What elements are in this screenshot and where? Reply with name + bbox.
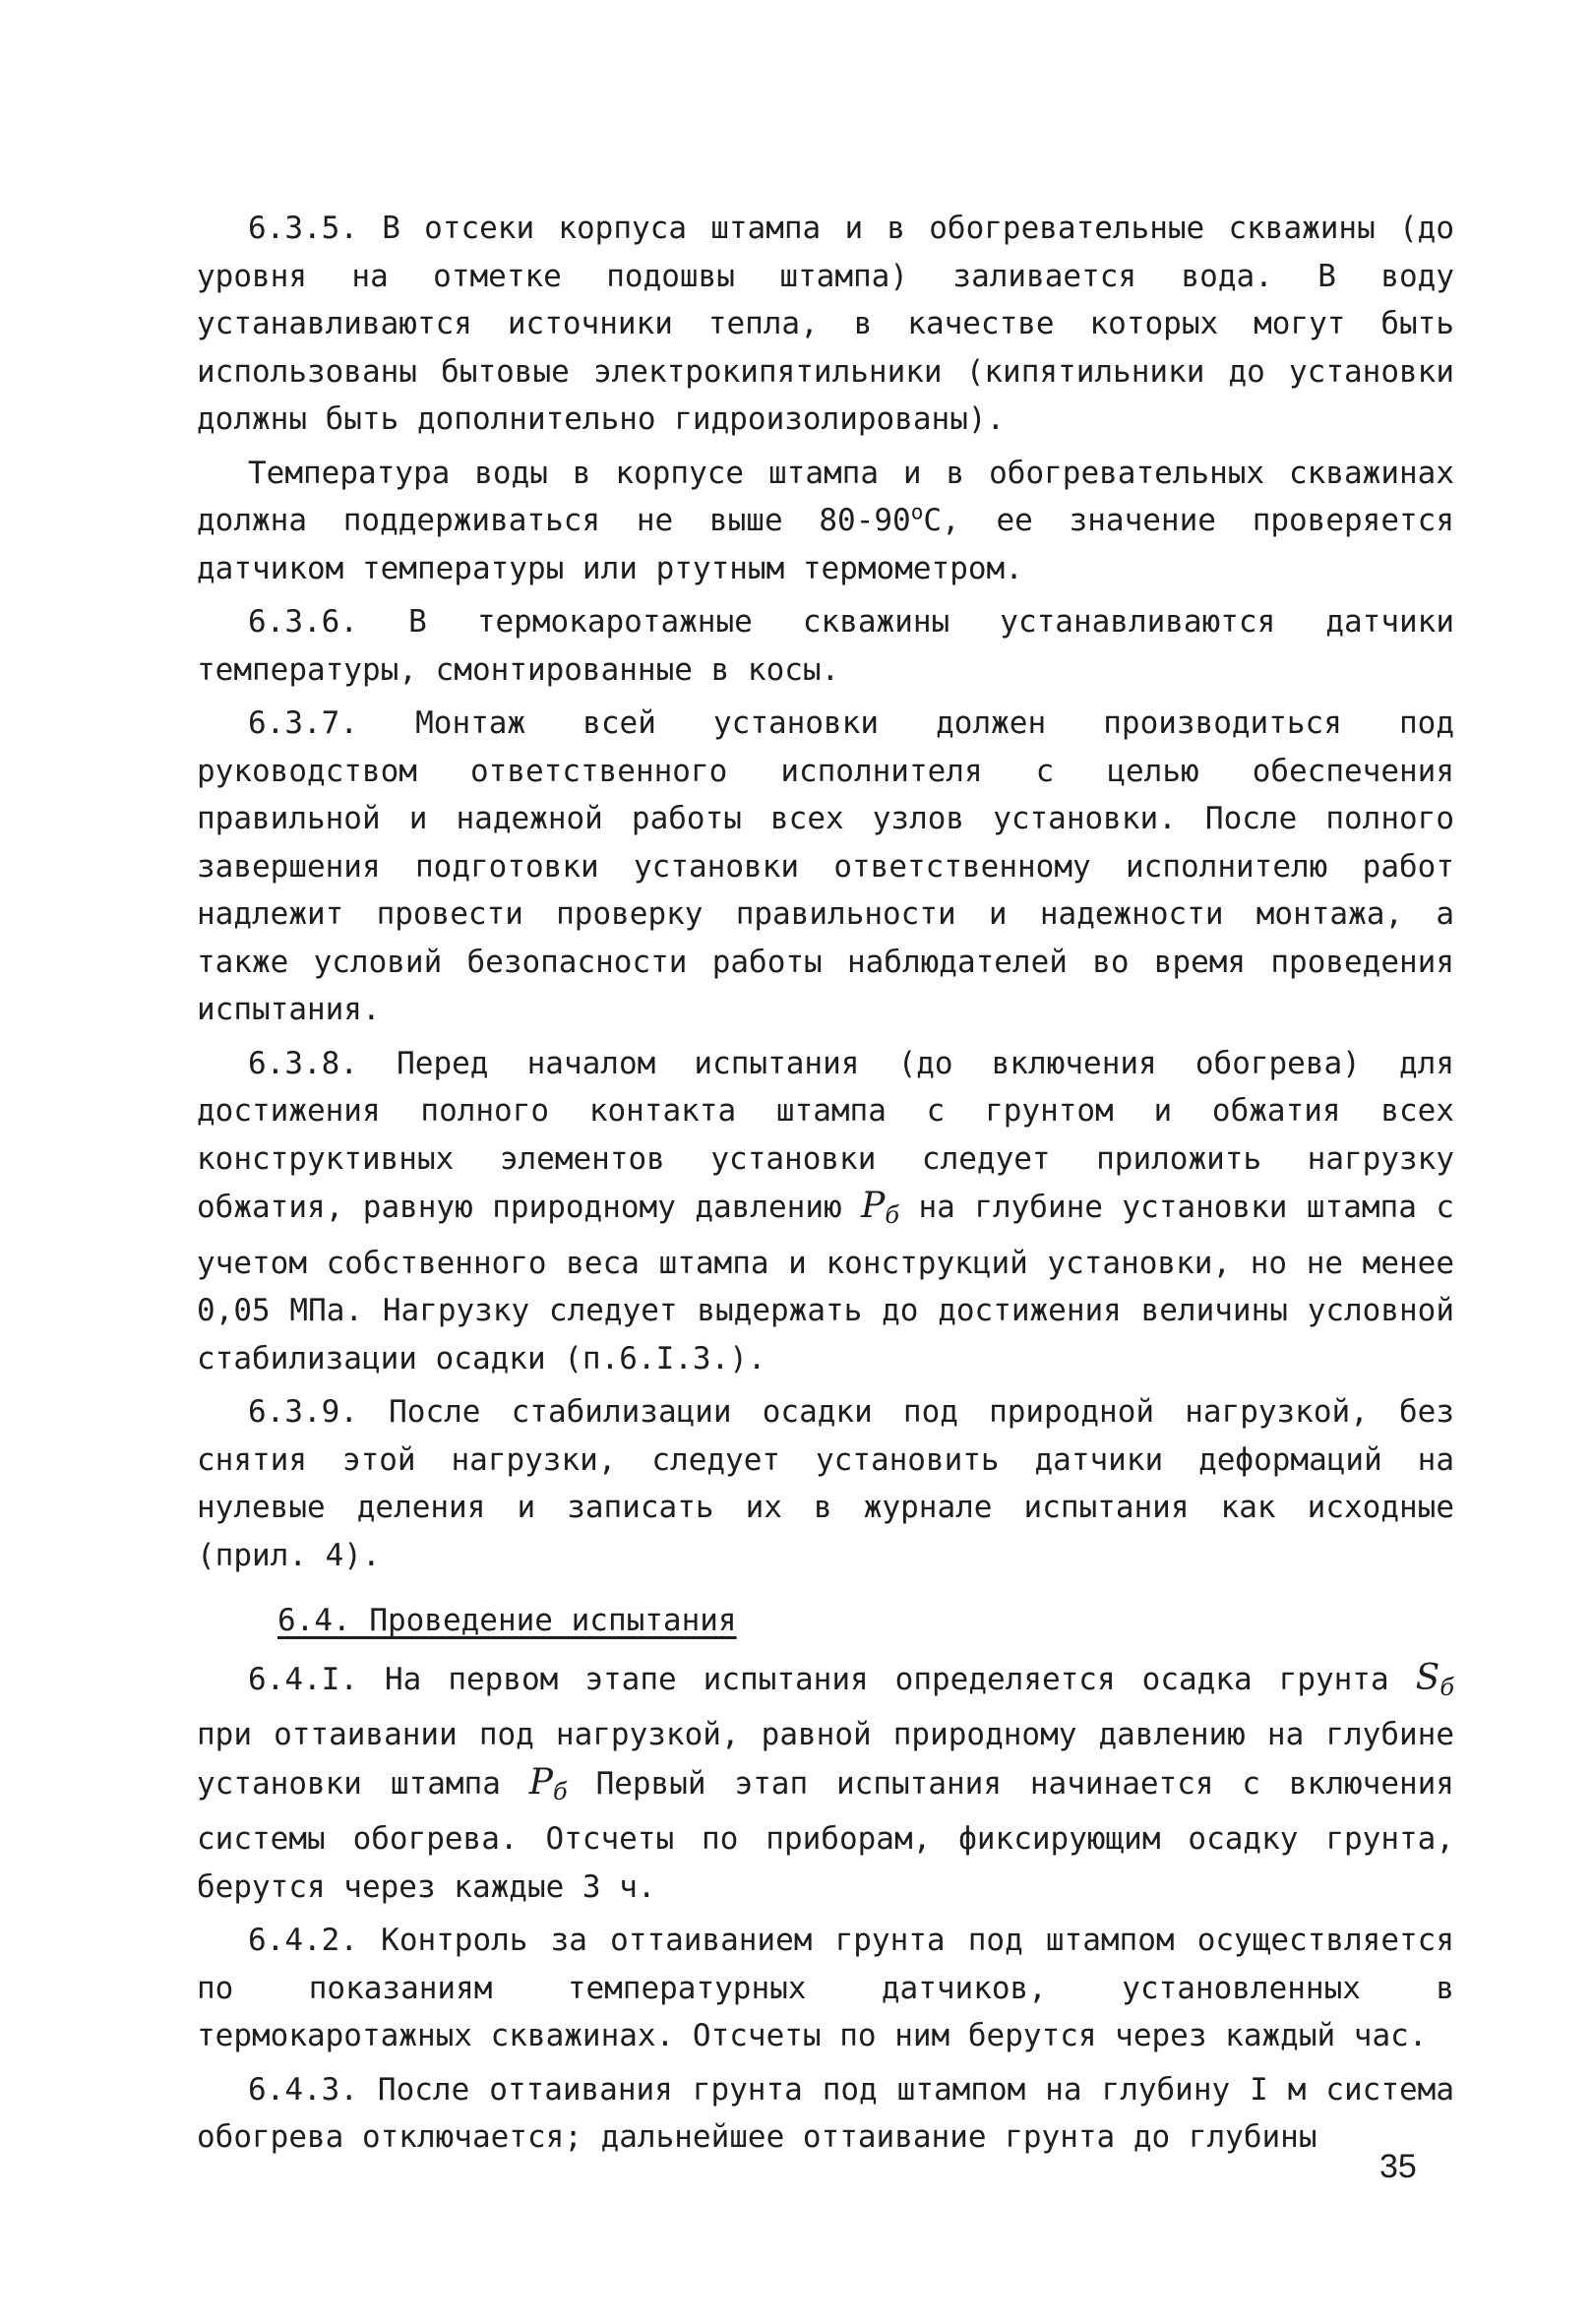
- section-heading-6-4: 6.4. Проведение испытания: [277, 1603, 737, 1638]
- text-segment: Первый этап испытания начинается с включения системы обогрева. Отсчеты по приборам, фиксирующим осадку грунта, берутся через каждые 3 ч.: [197, 1765, 1454, 1905]
- paragraph-6-4-3: 6.4.3. После оттаивания грунта под штампом на глубину I м система обогрева отключается; дальнейшее оттаивание грунта до глубины: [197, 2071, 1454, 2155]
- paragraph-6-3-5-temperature: [197, 450, 1454, 593]
- pressure-symbol: $P_б$: [528, 1761, 568, 1805]
- page-number: 35: [1379, 2148, 1417, 2185]
- text-segment: С, ее значение проверяется датчиком температуры или ртутным термометром.: [197, 503, 1454, 586]
- paragraph-6-3-9: 6.3.9. После стабилизации осадки под природной нагрузкой, без снятия этой нагрузки, следует установить датчики деформаций на нулевые деления и записать их в журнале испытания как исходные (прил. 4).: [197, 1394, 1454, 1573]
- pressure-symbol: $P_б$: [861, 1186, 900, 1229]
- settlement-symbol: $S_б$: [1415, 1657, 1454, 1701]
- paragraph-6-3-5: 6.3.5. В отсеки корпуса штампа и в обогревательные скважины (до уровня на отметке подошвы штампа) заливается вода. В воду устанавливаются источники тепла, в качестве которых могут быть использованы бытовые электрокипятильники (кипятильники до установки должны быть дополнительно гидроизолированы).: [197, 211, 1454, 437]
- text-segment: 6.3.8. Перед началом испытания (до включения обогрева) для достижения полного контакта штампа с грунтом и обжатия всех конструктивных элементов установки следует приложить нагрузку обжатия, равную природному давлению: [197, 1045, 1454, 1225]
- degree-superscript: o: [910, 500, 924, 524]
- paragraph-6-3-8: [197, 1040, 1454, 1383]
- paragraph-6-4-1: [197, 1655, 1454, 1912]
- paragraph-6-3-6: 6.3.6. В термокаротажные скважины устанавливаются датчики температуры, смонтированные в косы.: [197, 604, 1454, 688]
- text-segment: Температура воды в корпусе штампа и в обогревательных скважинах должна поддерживаться не выше 80-90: [197, 455, 1454, 538]
- paragraph-6-3-7: 6.3.7. Монтаж всей установки должен производиться под руководством ответственного исполнителя с целью обеспечения правильной и надежной работы всех узлов установки. После полного завершения подготовки установки ответственному исполнителю работ надлежит провести проверку правильности и надежности монтажа, а также условий безопасности работы наблюдателей во время проведения испытания.: [197, 705, 1454, 1027]
- paragraph-6-4-2: 6.4.2. Контроль за оттаиванием грунта под штампом осуществляется по показаниям температурных датчиков, установленных в термокаротажных скважинах. Отсчеты по ним берутся через каждый час.: [197, 1923, 1454, 2053]
- text-segment: при оттаивании под нагрузкой, равной природному давлению на глубине установки штампа: [197, 1717, 1454, 1802]
- text-segment: на глубине установки штампа с учетом собственного веса штампа и конструкций установки, но не менее 0,05 МПа. Нагрузку следует выдержать до достижения величины условной стабилизации осадки (п.6.I.3.).: [197, 1190, 1454, 1376]
- text-segment: 6.4.I. На первом этапе испытания определяется осадка грунта: [248, 1661, 1389, 1697]
